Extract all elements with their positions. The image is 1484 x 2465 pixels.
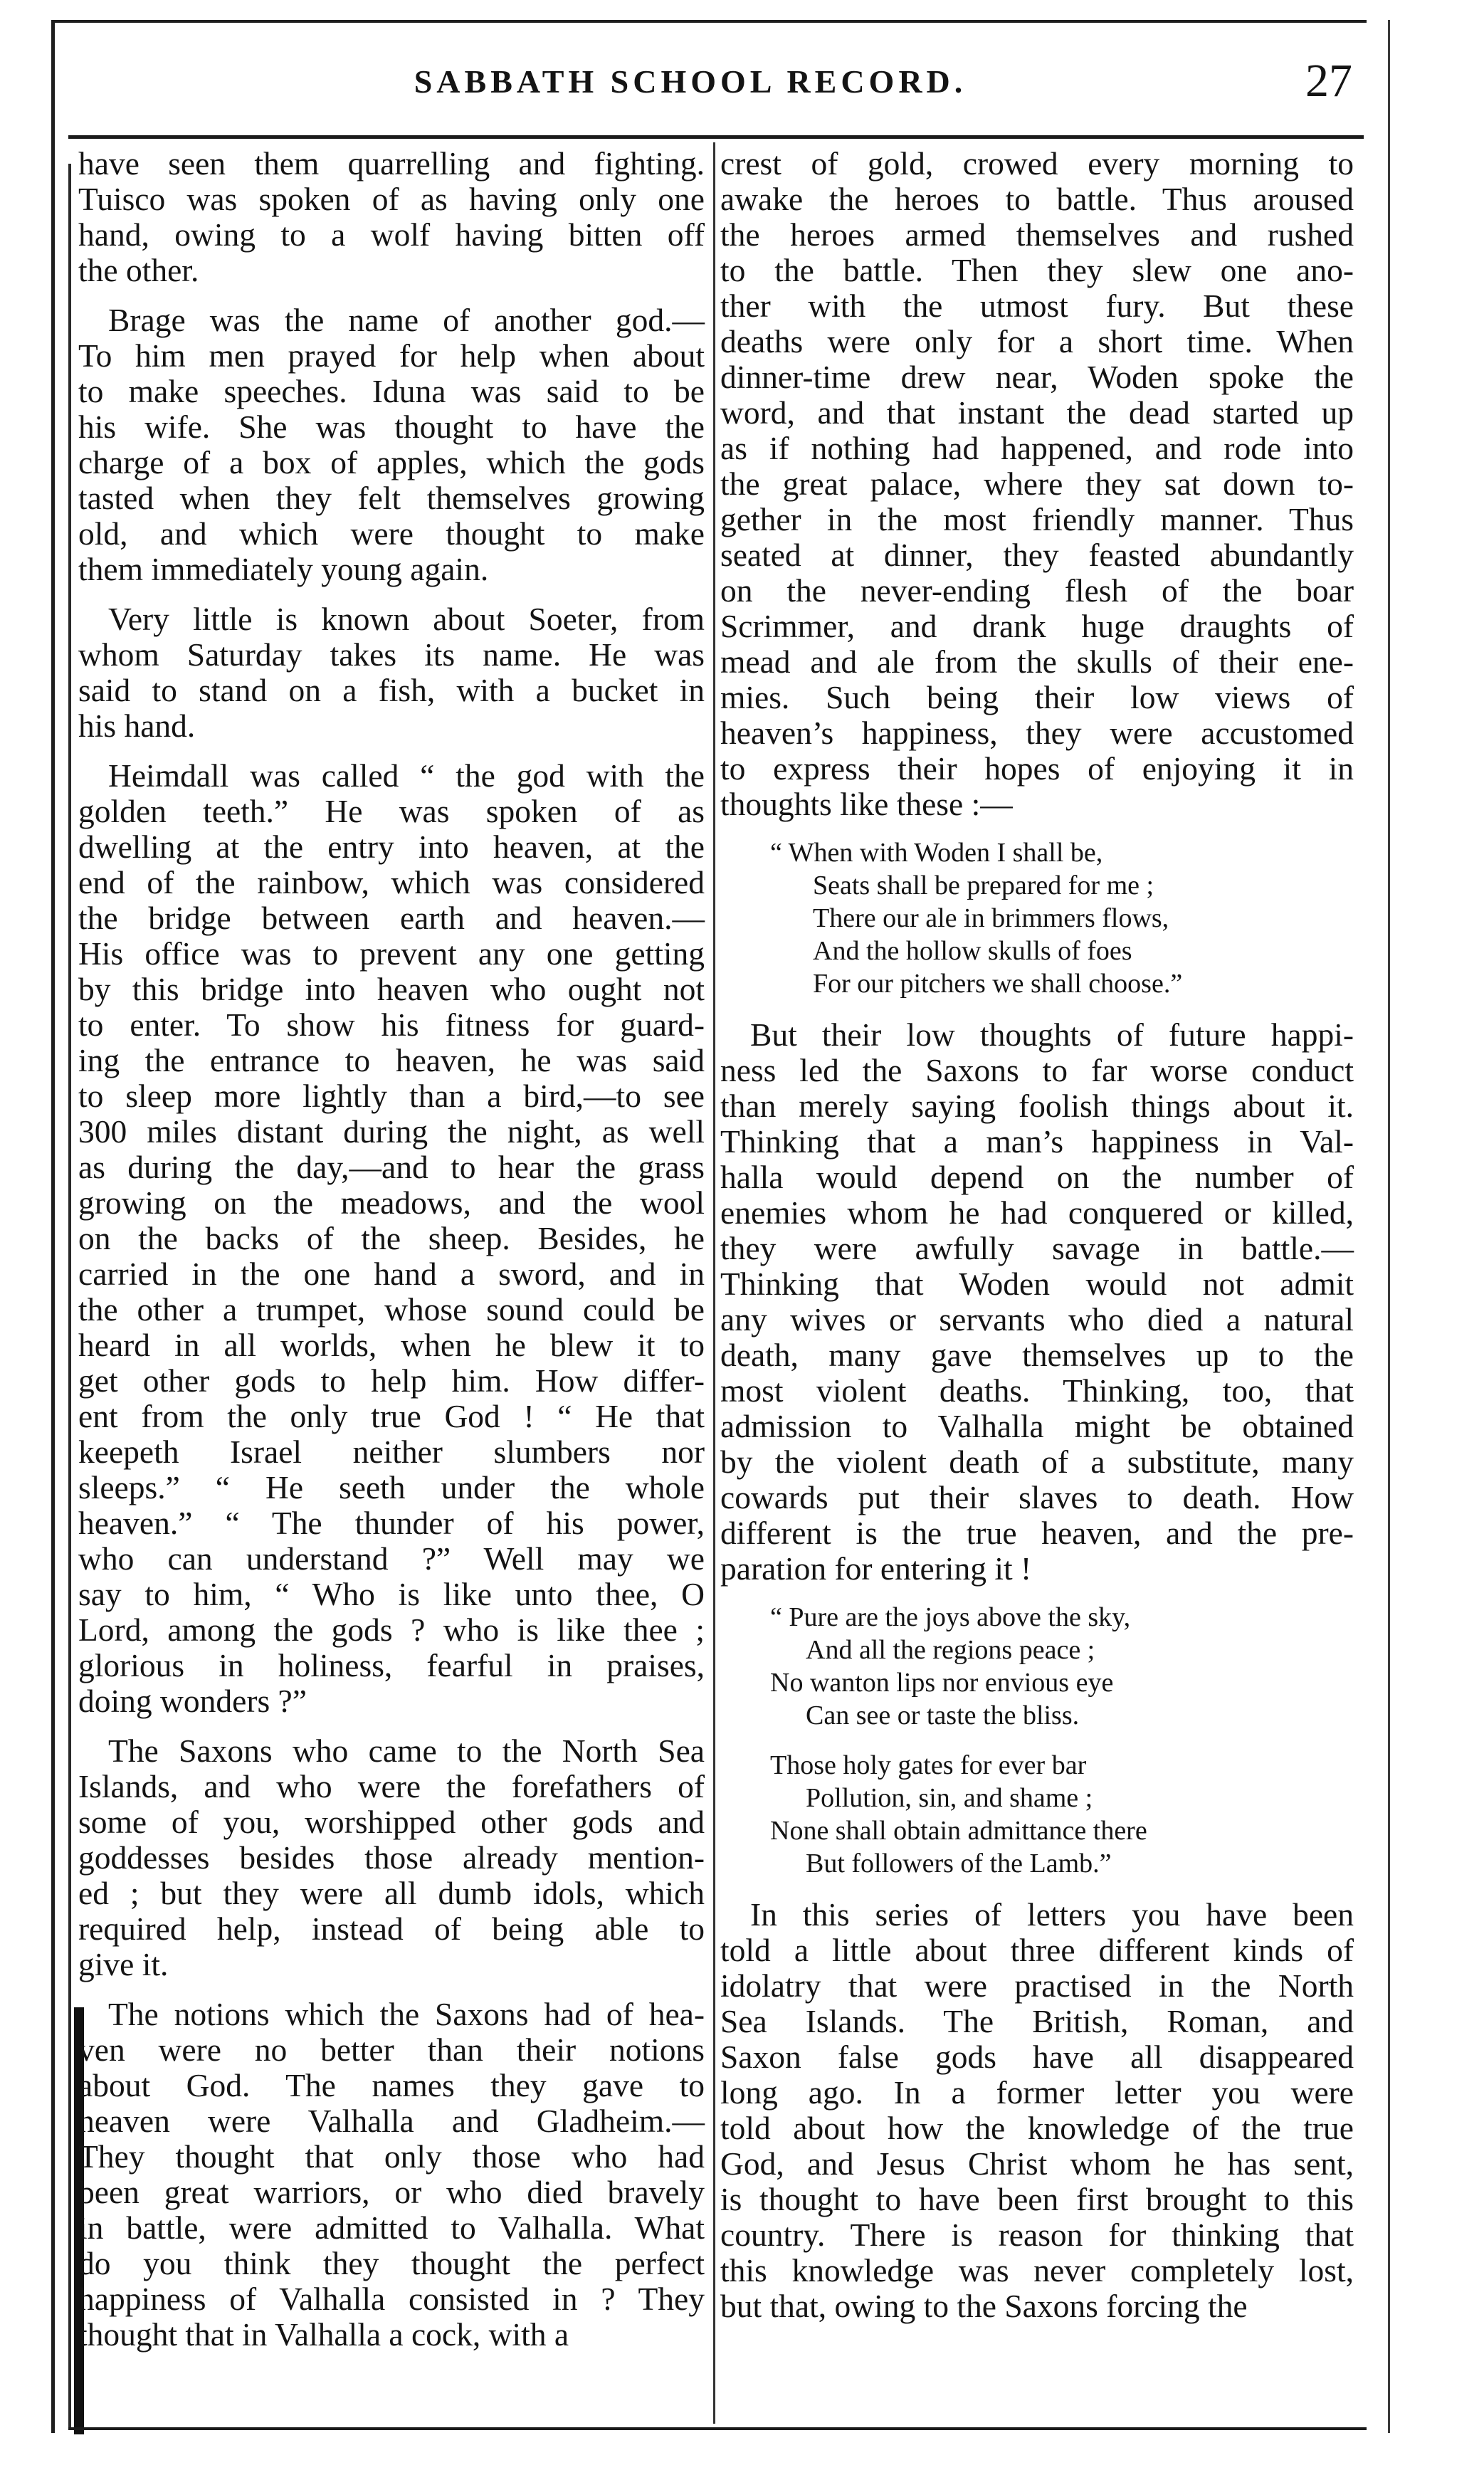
- text-line: Lord, among the gods ? who is like thee ;: [78, 1612, 705, 1648]
- verse-line: “ Pure are the joys above the sky,: [770, 1602, 1131, 1632]
- text-line: his hand.: [78, 708, 196, 744]
- text-line: end of the rainbow, which was considered: [78, 864, 705, 900]
- top-border-rule: [51, 20, 1367, 23]
- verse-line: There our ale in brimmers flows,: [813, 903, 1169, 933]
- text-line: The Saxons who came to the North Sea: [108, 1733, 705, 1769]
- text-line: Tuisco was spoken of as having only one: [78, 181, 705, 217]
- text-line: ing the entrance to heaven, he was said: [78, 1042, 705, 1078]
- text-line: long ago. In a former letter you were: [720, 2074, 1354, 2111]
- verse-line: “ When with Woden I shall be,: [770, 838, 1103, 868]
- text-line: the great palace, where they sat down to-: [720, 466, 1354, 502]
- verse-block: [720, 1749, 1354, 1880]
- paragraph: [720, 1017, 1354, 1587]
- text-line: Heimdall was called “ the god with the: [108, 757, 705, 794]
- text-line: to sleep more lightly than a bird,—to see: [78, 1078, 705, 1114]
- text-line: Scrimmer, and drank huge draughts of: [720, 608, 1354, 644]
- text-line: do you think they thought the perfect: [78, 2245, 705, 2281]
- paragraph: [720, 146, 1354, 822]
- text-line: keepeth Israel neither slumbers nor: [78, 1434, 705, 1470]
- text-line: Thinking that a man’s happiness in Val-: [720, 1123, 1354, 1160]
- verse-line: Can see or taste the bliss.: [806, 1701, 1080, 1730]
- text-line: some of you, worshipped other gods and: [78, 1804, 705, 1840]
- text-line: Sea Islands. The British, Roman, and: [720, 2003, 1354, 2039]
- verse-line: Those holy gates for ever bar: [770, 1750, 1087, 1780]
- text-line: growing on the meadows, and the wool: [78, 1184, 705, 1221]
- paragraph: [78, 601, 705, 744]
- text-line: glorious in holiness, fearful in praises,: [78, 1647, 705, 1683]
- text-line: Brage was the name of another god.—: [108, 302, 705, 338]
- text-line: doing wonders ?”: [78, 1683, 307, 1719]
- text-line: Saxon false gods have all disappeared: [720, 2039, 1354, 2075]
- text-line: word, and that instant the dead started up: [720, 394, 1354, 431]
- text-line: been great warriors, or who died bravely: [78, 2174, 705, 2210]
- text-line: 300 miles distant during the night, as well: [78, 1113, 705, 1150]
- verse-line: And all the regions peace ;: [806, 1635, 1095, 1665]
- text-line: different is the true heaven, and the pre-: [720, 1515, 1354, 1551]
- text-line: The notions which the Saxons had of hea-: [108, 1996, 705, 2032]
- text-line: by the violent death of a substitute, many: [720, 1444, 1354, 1480]
- text-line: as if nothing had happened, and rode into: [720, 430, 1354, 466]
- running-head: SABBATH SCHOOL RECORD.: [414, 63, 967, 100]
- text-line: than merely saying foolish things about it.: [720, 1088, 1354, 1124]
- page-number: 27: [1305, 55, 1352, 107]
- text-line: idolatry that were practised in the North: [720, 1967, 1354, 2004]
- text-line: heard in all worlds, when he blew it to: [78, 1327, 705, 1363]
- text-line: enemies whom he had conquered or killed,: [720, 1194, 1354, 1231]
- text-line: his wife. She was thought to have the: [78, 409, 705, 445]
- text-line: the other a trumpet, whose sound could be: [78, 1291, 705, 1328]
- verse-line: Pollution, sin, and shame ;: [806, 1783, 1093, 1813]
- verse-block: [720, 1601, 1354, 1732]
- text-line: dinner-time drew near, Woden spoke the: [720, 359, 1354, 395]
- text-line: any wives or servants who died a natural: [720, 1301, 1354, 1337]
- text-line: in battle, were admitted to Valhalla. What: [78, 2209, 705, 2246]
- text-line: paration for entering it !: [720, 1550, 1032, 1587]
- text-line: mead and ale from the skulls of their ene-: [720, 643, 1354, 680]
- text-line: His office was to prevent any one getting: [78, 935, 705, 972]
- text-line: to make speeches. Iduna was said to be: [78, 373, 705, 409]
- text-line: carried in the one hand a sword, and in: [78, 1256, 705, 1292]
- text-line: give it.: [78, 1946, 169, 1982]
- text-line: tasted when they felt themselves growing: [78, 480, 705, 516]
- text-line: happiness of Valhalla consisted in ? They: [78, 2281, 705, 2317]
- text-line: to enter. To show his fitness for guard-: [78, 1007, 705, 1043]
- text-line: heaven were Valhalla and Gladheim.—: [78, 2103, 705, 2139]
- text-line: mies. Such being their low views of: [720, 679, 1354, 715]
- text-line: they were awfully savage in battle.—: [720, 1230, 1354, 1266]
- left-border-rule: [51, 20, 55, 2433]
- text-line: sleeps.” “ He seeth under the whole: [78, 1469, 705, 1505]
- text-line: cowards put their slaves to death. How: [720, 1479, 1354, 1515]
- text-line: thoughts like these :—: [720, 786, 1013, 822]
- paragraph: [720, 1897, 1354, 2324]
- text-line: required help, instead of being able to: [78, 1910, 705, 1947]
- text-line: heaven’s happiness, they were accustomed: [720, 715, 1354, 751]
- text-line: old, and which were thought to make: [78, 515, 705, 552]
- text-line: but that, owing to the Saxons forcing the: [720, 2288, 1248, 2324]
- verse-line: But followers of the Lamb.”: [806, 1849, 1112, 1878]
- text-line: this knowledge was never completely lost,: [720, 2252, 1354, 2288]
- header-rule: [68, 135, 1364, 139]
- text-line: is thought to have been first brought to this: [720, 2181, 1354, 2217]
- column-divider: [713, 142, 715, 2424]
- text-line: said to stand on a fish, with a bucket in: [78, 672, 705, 708]
- verse-line: For our pitchers we shall choose.”: [813, 969, 1183, 999]
- left-inner-rule: [68, 164, 71, 2427]
- text-line: But their low thoughts of future happi-: [750, 1016, 1354, 1053]
- text-line: the heroes armed themselves and rushed: [720, 216, 1354, 253]
- right-column: [720, 146, 1354, 2338]
- bottom-border-rule: [68, 2427, 1367, 2430]
- text-line: told about how the knowledge of the true: [720, 2110, 1354, 2146]
- text-line: God, and Jesus Christ whom he has sent,: [720, 2145, 1354, 2182]
- text-line: told a little about three different kinds of: [720, 1932, 1354, 1968]
- text-line: heaven.” “ The thunder of his power,: [78, 1505, 705, 1541]
- text-line: Islands, and who were the forefathers of: [78, 1768, 705, 1804]
- paragraph: [78, 303, 705, 587]
- text-line: awake the heroes to battle. Thus aroused: [720, 181, 1354, 217]
- verse-block: [720, 836, 1354, 1000]
- text-line: death, many gave themselves up to the: [720, 1337, 1354, 1373]
- text-line: ent from the only true God ! “ He that: [78, 1398, 705, 1434]
- text-line: hand, owing to a wolf having bitten off: [78, 216, 705, 253]
- text-line: get other gods to help him. How differ-: [78, 1362, 705, 1399]
- text-line: most violent deaths. Thinking, too, that: [720, 1372, 1354, 1409]
- text-line: ther with the utmost fury. But these: [720, 288, 1354, 324]
- text-line: To him men prayed for help when about: [78, 337, 705, 374]
- text-line: the other.: [78, 252, 199, 288]
- text-line: who can understand ?” Well may we: [78, 1540, 705, 1577]
- text-line: They thought that only those who had: [78, 2138, 705, 2175]
- text-line: say to him, “ Who is like unto thee, O: [78, 1576, 705, 1612]
- text-line: ed ; but they were all dumb idols, which: [78, 1875, 705, 1911]
- verse-line: None shall obtain admittance there: [770, 1816, 1147, 1846]
- text-line: country. There is reason for thinking that: [720, 2217, 1354, 2253]
- verse-line: Seats shall be prepared for me ;: [813, 871, 1154, 900]
- text-line: thought that in Valhalla a cock, with a: [78, 2316, 569, 2353]
- verse-line: And the hollow skulls of foes: [813, 936, 1132, 966]
- text-line: by this bridge into heaven who ought not: [78, 971, 705, 1007]
- text-line: ven were no better than their notions: [78, 2032, 705, 2068]
- right-border-rule: [1388, 20, 1390, 2433]
- verse-line: No wanton lips nor envious eye: [770, 1668, 1114, 1698]
- text-line: the bridge between earth and heaven.—: [78, 900, 705, 936]
- paragraph: [78, 1997, 705, 2353]
- text-line: admission to Valhalla might be obtained: [720, 1408, 1354, 1444]
- text-line: halla would depend on the number of: [720, 1159, 1354, 1195]
- paragraph: [78, 758, 705, 1719]
- text-line: charge of a box of apples, which the gods: [78, 444, 705, 480]
- text-line: deaths were only for a short time. When: [720, 323, 1354, 359]
- text-line: Thinking that Woden would not admit: [720, 1266, 1354, 1302]
- text-line: whom Saturday takes its name. He was: [78, 636, 705, 673]
- text-line: crest of gold, crowed every morning to: [720, 145, 1354, 182]
- text-line: to express their hopes of enjoying it in: [720, 750, 1354, 787]
- paragraph: [78, 1733, 705, 1982]
- text-line: seated at dinner, they feasted abundantly: [720, 537, 1354, 573]
- text-line: gether in the most friendly manner. Thus: [720, 501, 1354, 537]
- text-line: on the backs of the sheep. Besides, he: [78, 1220, 705, 1256]
- text-line: In this series of letters you have been: [750, 1896, 1354, 1933]
- text-line: Very little is known about Soeter, from: [108, 601, 705, 637]
- text-line: golden teeth.” He was spoken of as: [78, 793, 705, 829]
- text-line: have seen them quarrelling and fighting.: [78, 145, 705, 182]
- text-line: ness led the Saxons to far worse conduct: [720, 1052, 1354, 1088]
- text-line: as during the day,—and to hear the grass: [78, 1149, 705, 1185]
- text-line: about God. The names they gave to: [78, 2067, 705, 2103]
- text-line: on the never-ending flesh of the boar: [720, 572, 1354, 609]
- text-line: dwelling at the entry into heaven, at the: [78, 829, 705, 865]
- text-line: goddesses besides those already mention-: [78, 1839, 705, 1876]
- text-line: them immediately young again.: [78, 551, 489, 587]
- paragraph: [78, 146, 705, 288]
- left-column: [78, 146, 705, 2367]
- text-line: to the battle. Then they slew one ano-: [720, 252, 1354, 288]
